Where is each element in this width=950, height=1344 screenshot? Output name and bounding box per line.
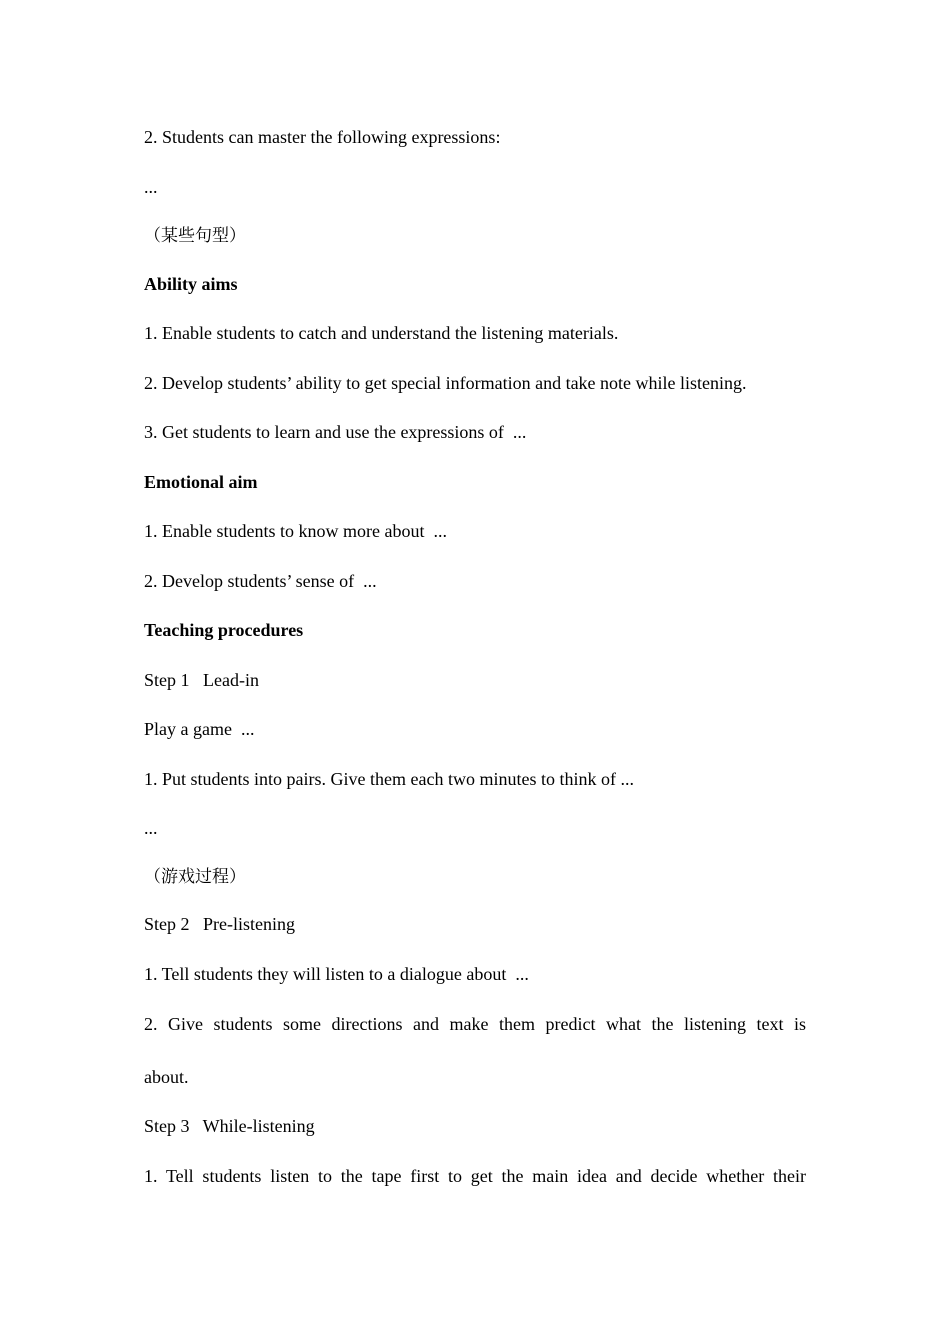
ability-aim-1: 1. Enable students to catch and understand the listening materials. bbox=[144, 323, 619, 343]
step-2-heading: Step 2 Pre-listening bbox=[144, 914, 295, 934]
lead-in-item-1: 1. Put students into pairs. Give them each two minutes to think of ... bbox=[144, 769, 634, 789]
emotional-aim-1: 1. Enable students to know more about ... bbox=[144, 521, 447, 541]
play-game-line: Play a game ... bbox=[144, 719, 255, 739]
ability-aim-3: 3. Get students to learn and use the expressions of ... bbox=[144, 422, 527, 442]
ellipsis-line: ... bbox=[144, 818, 158, 838]
emotional-aim-heading: Emotional aim bbox=[144, 472, 258, 492]
ability-aim-2: 2. Develop students’ ability to get special information and take note while listening. bbox=[144, 373, 747, 393]
pre-listening-item-2: 2. Give students some directions and make them predict what the listening text is bbox=[144, 1014, 806, 1034]
game-process-note: （游戏过程） bbox=[144, 867, 246, 887]
step-3-heading: Step 3 While-listening bbox=[144, 1116, 315, 1136]
while-listening-item-1: 1. Tell students listen to the tape first to get the main idea and decide whether their bbox=[144, 1166, 806, 1186]
pre-listening-item-2-continued: about. bbox=[144, 1067, 189, 1087]
expressions-item: 2. Students can master the following expressions: bbox=[144, 127, 501, 147]
step-1-heading: Step 1 Lead-in bbox=[144, 670, 259, 690]
ability-aims-heading: Ability aims bbox=[144, 274, 238, 294]
emotional-aim-2: 2. Develop students’ sense of ... bbox=[144, 571, 377, 591]
teaching-procedures-heading: Teaching procedures bbox=[144, 620, 304, 640]
pre-listening-item-1: 1. Tell students they will listen to a dialogue about ... bbox=[144, 964, 529, 984]
sentence-patterns-note: （某些句型） bbox=[144, 226, 246, 246]
ellipsis-line: ... bbox=[144, 177, 158, 197]
